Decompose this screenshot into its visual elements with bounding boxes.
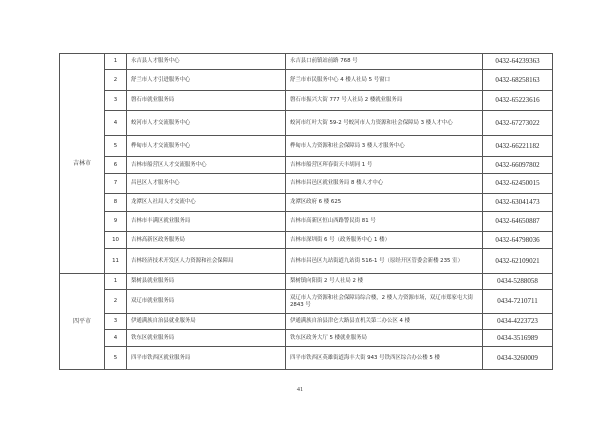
- address-cell: 蛟河市红叶大街 59-2 号蛟河市人力资源和社会保障局 3 楼人才中心: [286, 111, 483, 136]
- phone-cell: 0432-64650887: [483, 212, 553, 232]
- row-number-cell: 2: [105, 290, 127, 314]
- table-row: [60, 54, 553, 70]
- table-row: [60, 136, 553, 157]
- address-cell: 舒兰市市民服务中心 4 楼人社局 5 号窗口: [286, 70, 483, 91]
- row-number-cell: 3: [105, 91, 127, 111]
- address-cell: 磐石市振兴大街 777 号人社局 2 楼就业服务局: [286, 91, 483, 111]
- agency-name-cell: 永吉县人才服务中心: [127, 54, 286, 70]
- row-number-cell: 7: [105, 174, 127, 194]
- city-cell: 吉林市: [60, 54, 105, 274]
- agency-name-cell: 蛟河市人才交流服务中心: [127, 111, 286, 136]
- row-number-cell: 10: [105, 232, 127, 249]
- address-cell: 伊通满族自治县津仑大路县直机关第二办公区 4 楼: [286, 314, 483, 330]
- phone-cell: 0432-63041473: [483, 194, 553, 212]
- address-cell: 龙潭区政府 6 楼 625: [286, 194, 483, 212]
- phone-cell: 0432-68258163: [483, 70, 553, 91]
- row-number-cell: 5: [105, 136, 127, 157]
- phone-cell: 0434-5288058: [483, 274, 553, 290]
- page-number: 41: [296, 386, 304, 393]
- phone-cell: 0432-62109021: [483, 249, 553, 274]
- agency-name-cell: 昌邑区人才服务中心: [127, 174, 286, 194]
- agency-name-cell: 双辽市就业服务局: [127, 290, 286, 314]
- agency-name-cell: 四平市铁西区就业服务局: [127, 347, 286, 370]
- address-cell: 桦甸市人力资源和社会保障局 3 楼人才服务中心: [286, 136, 483, 157]
- address-cell: 双辽市人力资源和社会保障局综合楼，2 楼人力资源市场，双辽市郑家屯大街 2843 号: [286, 290, 483, 314]
- agency-name-cell: 铁东区就业服务局: [127, 330, 286, 347]
- agency-name-cell: 伊通满族自治县就业服务局: [127, 314, 286, 330]
- table-row: [60, 330, 553, 347]
- phone-cell: 0434-3516989: [483, 330, 553, 347]
- address-cell: 吉林市昌邑区就业服务局 8 楼人才中心: [286, 174, 483, 194]
- table-row: [60, 91, 553, 111]
- agency-name-cell: 龙潭区人社局人才交流中心: [127, 194, 286, 212]
- row-number-cell: 5: [105, 347, 127, 370]
- row-number-cell: 3: [105, 314, 127, 330]
- address-cell: 铁东区政务大厅 5 楼就业服务局: [286, 330, 483, 347]
- table-row: [60, 111, 553, 136]
- row-number-cell: 2: [105, 70, 127, 91]
- address-cell: 梨树镇向阳街 2 号人社局 2 楼: [286, 274, 483, 290]
- phone-cell: 0432-64239363: [483, 54, 553, 70]
- agency-name-cell: 吉林市丰满区就业服务局: [127, 212, 286, 232]
- table-row: [60, 290, 553, 314]
- agency-name-cell: 吉林经济技术开发区人力资源和社会保障局: [127, 249, 286, 274]
- address-cell: 吉林市船营区珲春街天丰胡同 1 号: [286, 157, 483, 174]
- row-number-cell: 4: [105, 111, 127, 136]
- agency-name-cell: 舒兰市人才引进服务中心: [127, 70, 286, 91]
- agency-name-cell: 磐石市就业服务局: [127, 91, 286, 111]
- address-cell: 四平市铁西区英雄街道海丰大街 943 号铁西区综合办公楼 5 楼: [286, 347, 483, 370]
- agency-name-cell: 吉林高新区政务服务局: [127, 232, 286, 249]
- city-cell: 四平市: [60, 274, 105, 370]
- agency-name-cell: 梨树县就业服务局: [127, 274, 286, 290]
- agency-name-cell: 桦甸市人才交流服务中心: [127, 136, 286, 157]
- address-cell: 吉林市昌邑区九站街道九站街 516-1 号（原经开区管委会新楼 235 室）: [286, 249, 483, 274]
- phone-cell: 0432-65223616: [483, 91, 553, 111]
- phone-cell: 0434-3260009: [483, 347, 553, 370]
- address-cell: 吉林市高新区恒山西路警民街 81 号: [286, 212, 483, 232]
- table-row: [60, 157, 553, 174]
- address-cell: 永吉县口前镇站前路 768 号: [286, 54, 483, 70]
- table-row: [60, 70, 553, 91]
- phone-cell: 0434-4223723: [483, 314, 553, 330]
- row-number-cell: 11: [105, 249, 127, 274]
- agency-name-cell: 吉林市船营区人才交流服务中心: [127, 157, 286, 174]
- employment-services-table: [59, 53, 553, 370]
- row-number-cell: 6: [105, 157, 127, 174]
- phone-cell: 0432-67273022: [483, 111, 553, 136]
- table-row: [60, 274, 553, 290]
- row-number-cell: 4: [105, 330, 127, 347]
- table-row: [60, 174, 553, 194]
- table-row: [60, 232, 553, 249]
- table-row: [60, 194, 553, 212]
- phone-cell: 0432-66221182: [483, 136, 553, 157]
- phone-cell: 0432-66097802: [483, 157, 553, 174]
- table-row: [60, 249, 553, 274]
- phone-cell: 0432-64798036: [483, 232, 553, 249]
- table-row: [60, 314, 553, 330]
- address-cell: 吉林市深圳街 6 号（政务服务中心 1 楼）: [286, 232, 483, 249]
- row-number-cell: 8: [105, 194, 127, 212]
- phone-cell: 0434-7210711: [483, 290, 553, 314]
- row-number-cell: 1: [105, 274, 127, 290]
- table-row: [60, 347, 553, 370]
- row-number-cell: 1: [105, 54, 127, 70]
- row-number-cell: 9: [105, 212, 127, 232]
- phone-cell: 0432-62450015: [483, 174, 553, 194]
- table-row: [60, 212, 553, 232]
